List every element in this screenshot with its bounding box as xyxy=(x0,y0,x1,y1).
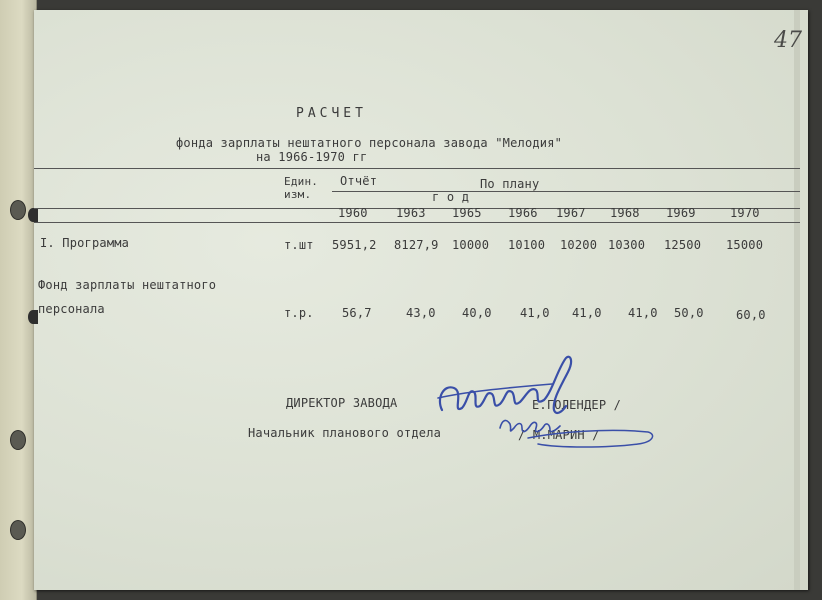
row-label: Фонд зарплаты нештатного xyxy=(38,278,217,292)
row-value: 41,0 xyxy=(628,306,658,320)
row-value: 60,0 xyxy=(736,308,766,322)
year-cell: 1970 xyxy=(730,206,760,220)
year-cell: 1968 xyxy=(610,206,640,220)
binder-strip xyxy=(0,0,37,600)
document-subtitle-line1: фонда зарплаты нештатного персонала завода "Мелодия" xyxy=(176,136,563,150)
row-value: 43,0 xyxy=(406,306,436,320)
binder-hole xyxy=(10,520,26,540)
director-title: ДИРЕКТОР ЗАВОДА xyxy=(286,396,398,410)
planning-head-title: Начальник планового отдела xyxy=(248,426,442,440)
plan-header: По плану xyxy=(480,177,540,191)
planning-signature xyxy=(488,408,658,452)
table-top-rule xyxy=(34,168,800,169)
table-years-bottom-rule xyxy=(34,222,800,223)
document-sheet xyxy=(34,10,808,590)
row-value: 15000 xyxy=(726,238,764,252)
page-number: 47 xyxy=(774,28,802,53)
row-value: 10200 xyxy=(560,238,598,252)
year-header: г о д xyxy=(432,190,470,204)
punch-mark xyxy=(28,208,38,222)
document-subtitle-line2: на 1966-1970 гг xyxy=(256,150,368,164)
row-value: 56,7 xyxy=(342,306,372,320)
row-value: 41,0 xyxy=(520,306,550,320)
row-value: 10100 xyxy=(508,238,546,252)
row-value: 50,0 xyxy=(674,306,704,320)
director-name: Е.ГОЛЕНДЕР / xyxy=(532,398,622,412)
planning-head-name: / М.МАРИН / xyxy=(518,428,600,442)
year-cell: 1967 xyxy=(556,206,586,220)
document-title: РАСЧЕТ xyxy=(296,106,367,121)
unit-header-line2: изм. xyxy=(284,188,312,201)
row-label-continued: персонала xyxy=(38,302,105,316)
row-value: 8127,9 xyxy=(394,238,439,252)
year-cell: 1960 xyxy=(338,206,368,220)
punch-mark xyxy=(28,310,38,324)
year-cell: 1966 xyxy=(508,206,538,220)
row-value: 10300 xyxy=(608,238,646,252)
row-unit: т.р. xyxy=(284,306,314,320)
row-value: 40,0 xyxy=(462,306,492,320)
row-value: 5951,2 xyxy=(332,238,377,252)
year-cell: 1969 xyxy=(666,206,696,220)
report-header: Отчёт xyxy=(340,174,378,188)
unit-header-line1: Един. xyxy=(284,175,319,188)
binder-hole xyxy=(10,200,26,220)
binder-hole xyxy=(10,430,26,450)
year-cell: 1965 xyxy=(452,206,482,220)
table-header-rule xyxy=(332,191,800,192)
row-value: 10000 xyxy=(452,238,490,252)
year-cell: 1963 xyxy=(396,206,426,220)
row-value: 41,0 xyxy=(572,306,602,320)
row-value: 12500 xyxy=(664,238,702,252)
row-unit: т.шт xyxy=(284,238,314,252)
sheet-edge xyxy=(794,10,800,590)
row-label: I. Программа xyxy=(40,236,130,250)
